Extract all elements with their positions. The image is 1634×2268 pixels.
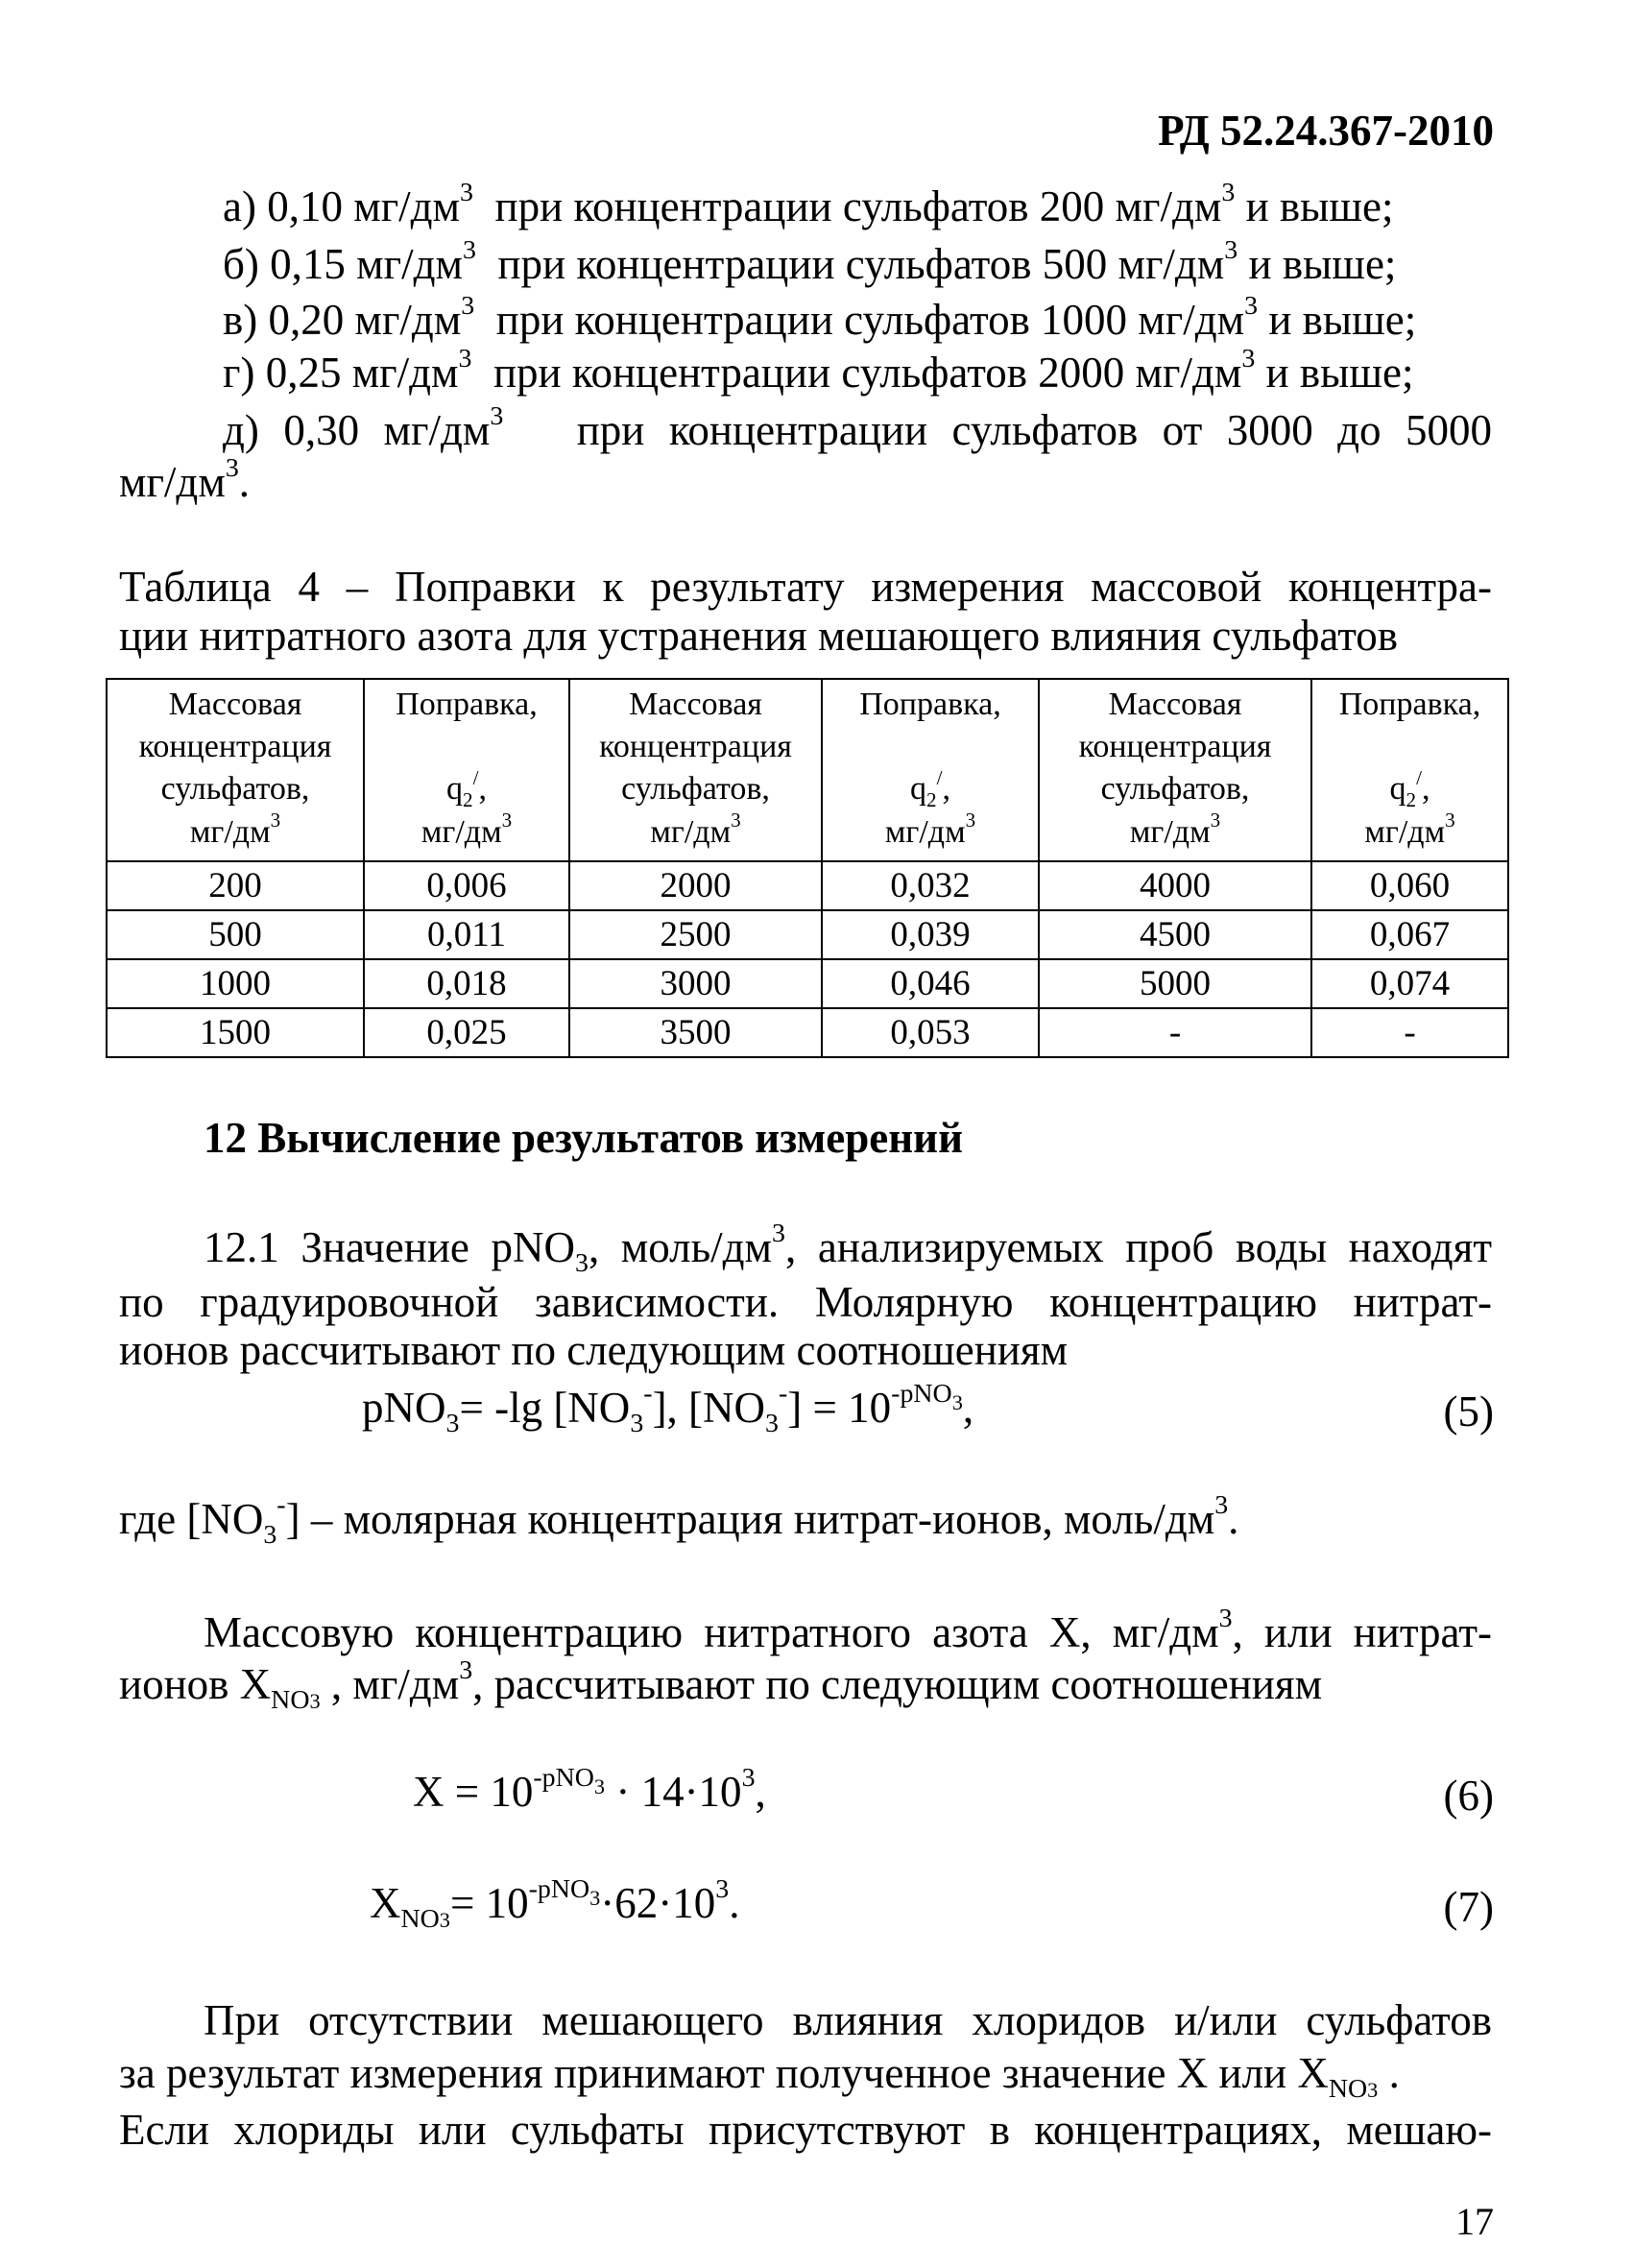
table-cell: 5000 [1039, 959, 1311, 1008]
table-cell: - [1311, 1008, 1508, 1057]
para-final-line1: При отсутствии мешающего влияния хлоридов и/или сульфатов [204, 1996, 1492, 2044]
list-item-e-line1: д) 0,30 $мг/дм^3$ при концентрации сульфатов от 3000 до 5000 [223, 401, 1493, 454]
table-cell: 0,039 [822, 910, 1039, 959]
table-cell: 1000 [107, 959, 364, 1008]
equation-5: pNO$_3$= -lg $[NO_3^-]$, $[NO_3^-] = 10^{-pNO_3}$, [362, 1379, 974, 1438]
table-cell: 500 [107, 910, 364, 959]
table-cell: 0,006 [364, 861, 569, 910]
table-cell: 3000 [569, 959, 822, 1008]
para-mass-line1: Массовую концентрацию нитратного азота X, $мг/дм^3$, или нитрат- [204, 1604, 1492, 1656]
list-item-c: в) 0,20 $мг/дм^3$ при концентрации сульфатов 1000 $мг/дм^3$ и выше; [223, 291, 1417, 344]
table-header-row [107, 679, 1508, 861]
table-cell: 2000 [569, 861, 822, 910]
where-line: где $[NO_3^-]$ – молярная концентрация нитрат-ионов, моль/$дм^3$. [119, 1490, 1239, 1550]
table-row [107, 959, 1508, 1008]
list-item-a: а) 0,10 $мг/дм^3$ при концентрации сульфатов 200 $мг/дм^3$ и выше; [223, 178, 1394, 230]
table-cell: 0,074 [1311, 959, 1508, 1008]
table-cell: 0,025 [364, 1008, 569, 1057]
equation-7: $X_{NO3}= 10^{-pNO_3}\cdot 62\cdot 10^3$. [370, 1874, 740, 1934]
table-cell: 0,067 [1311, 910, 1508, 959]
equation-5-number: (5) [1443, 1387, 1494, 1436]
table-cell: - [1039, 1008, 1311, 1057]
para-12-1-line2: по градуировочной зависимости. Молярную концентрацию нитрат- [119, 1278, 1492, 1326]
table-cell: 4000 [1039, 861, 1311, 910]
table-row [107, 1008, 1508, 1057]
para-12-1-line3: ионов рассчитывают по следующим соотношениям [119, 1326, 1069, 1374]
table-row [107, 861, 1508, 910]
equation-7-number: (7) [1443, 1883, 1494, 1931]
equation-6-number: (6) [1443, 1772, 1494, 1820]
equation-6: $X = 10^{-pNO_3} \cdot 14\cdot 10^3$, [413, 1763, 766, 1816]
list-item-b: б) 0,15 $мг/дм^3$ при концентрации сульфатов 500 $мг/дм^3$ и выше; [223, 235, 1397, 288]
document-code: РД 52.24.367-2010 [1158, 107, 1494, 155]
table-cell: 0,060 [1311, 861, 1508, 910]
page-number: 17 [1455, 2200, 1494, 2243]
table-cell: 1500 [107, 1008, 364, 1057]
list-item-e-line2: $мг/дм^3$. [119, 453, 251, 506]
header-correction: Поправка, $q_2^/$, $мг/дм^3$ [1311, 679, 1508, 861]
header-concentration: Массовая концентрация сульфатов, $мг/дм^3$ [569, 679, 822, 861]
para-mass-line2: ионов $X_{NO3}$ , $мг/дм^3$, рассчитывают по следующим соотношениям [119, 1655, 1323, 1715]
table-cell: 0,046 [822, 959, 1039, 1008]
header-correction: Поправка, $q_2^/$, $мг/дм^3$ [364, 679, 569, 861]
section-heading: 12 Вычисление результатов измерений [204, 1114, 964, 1162]
table-cell: 0,011 [364, 910, 569, 959]
table-cell: 3500 [569, 1008, 822, 1057]
header-concentration: Массовая концентрация сульфатов, $мг/дм^3$ [107, 679, 364, 861]
table-cell: 200 [107, 861, 364, 910]
para-final-line3: Если хлориды или сульфаты присутствуют в концентрациях, мешаю- [119, 2106, 1492, 2154]
table-cell: 0,032 [822, 861, 1039, 910]
table-caption-line2: ции нитратного азота для устранения мешающего влияния сульфатов [119, 612, 1399, 660]
table-cell: 0,053 [822, 1008, 1039, 1057]
corrections-table [106, 678, 1509, 1058]
table-row [107, 910, 1508, 959]
table-caption-line1: Таблица 4 – Поправки к результату измерения массовой концентра- [119, 563, 1492, 611]
para-final-line2: за результат измерения принимают полученное значение X или $X_{NO3}$ . [119, 2049, 1400, 2104]
table-cell: 4500 [1039, 910, 1311, 959]
table-cell: 2500 [569, 910, 822, 959]
list-item-d: г) 0,25 $мг/дм^3$ при концентрации сульфатов 2000 $мг/дм^3$ и выше; [223, 344, 1414, 397]
table-cell: 0,018 [364, 959, 569, 1008]
para-12-1-line1: 12.1 Значение pNO$_3$, моль/$дм^3$, анализируемых проб воды находят [204, 1218, 1492, 1278]
header-concentration: Массовая концентрация сульфатов, $мг/дм^3$ [1039, 679, 1311, 861]
header-correction: Поправка, $q_2^/$, $мг/дм^3$ [822, 679, 1039, 861]
